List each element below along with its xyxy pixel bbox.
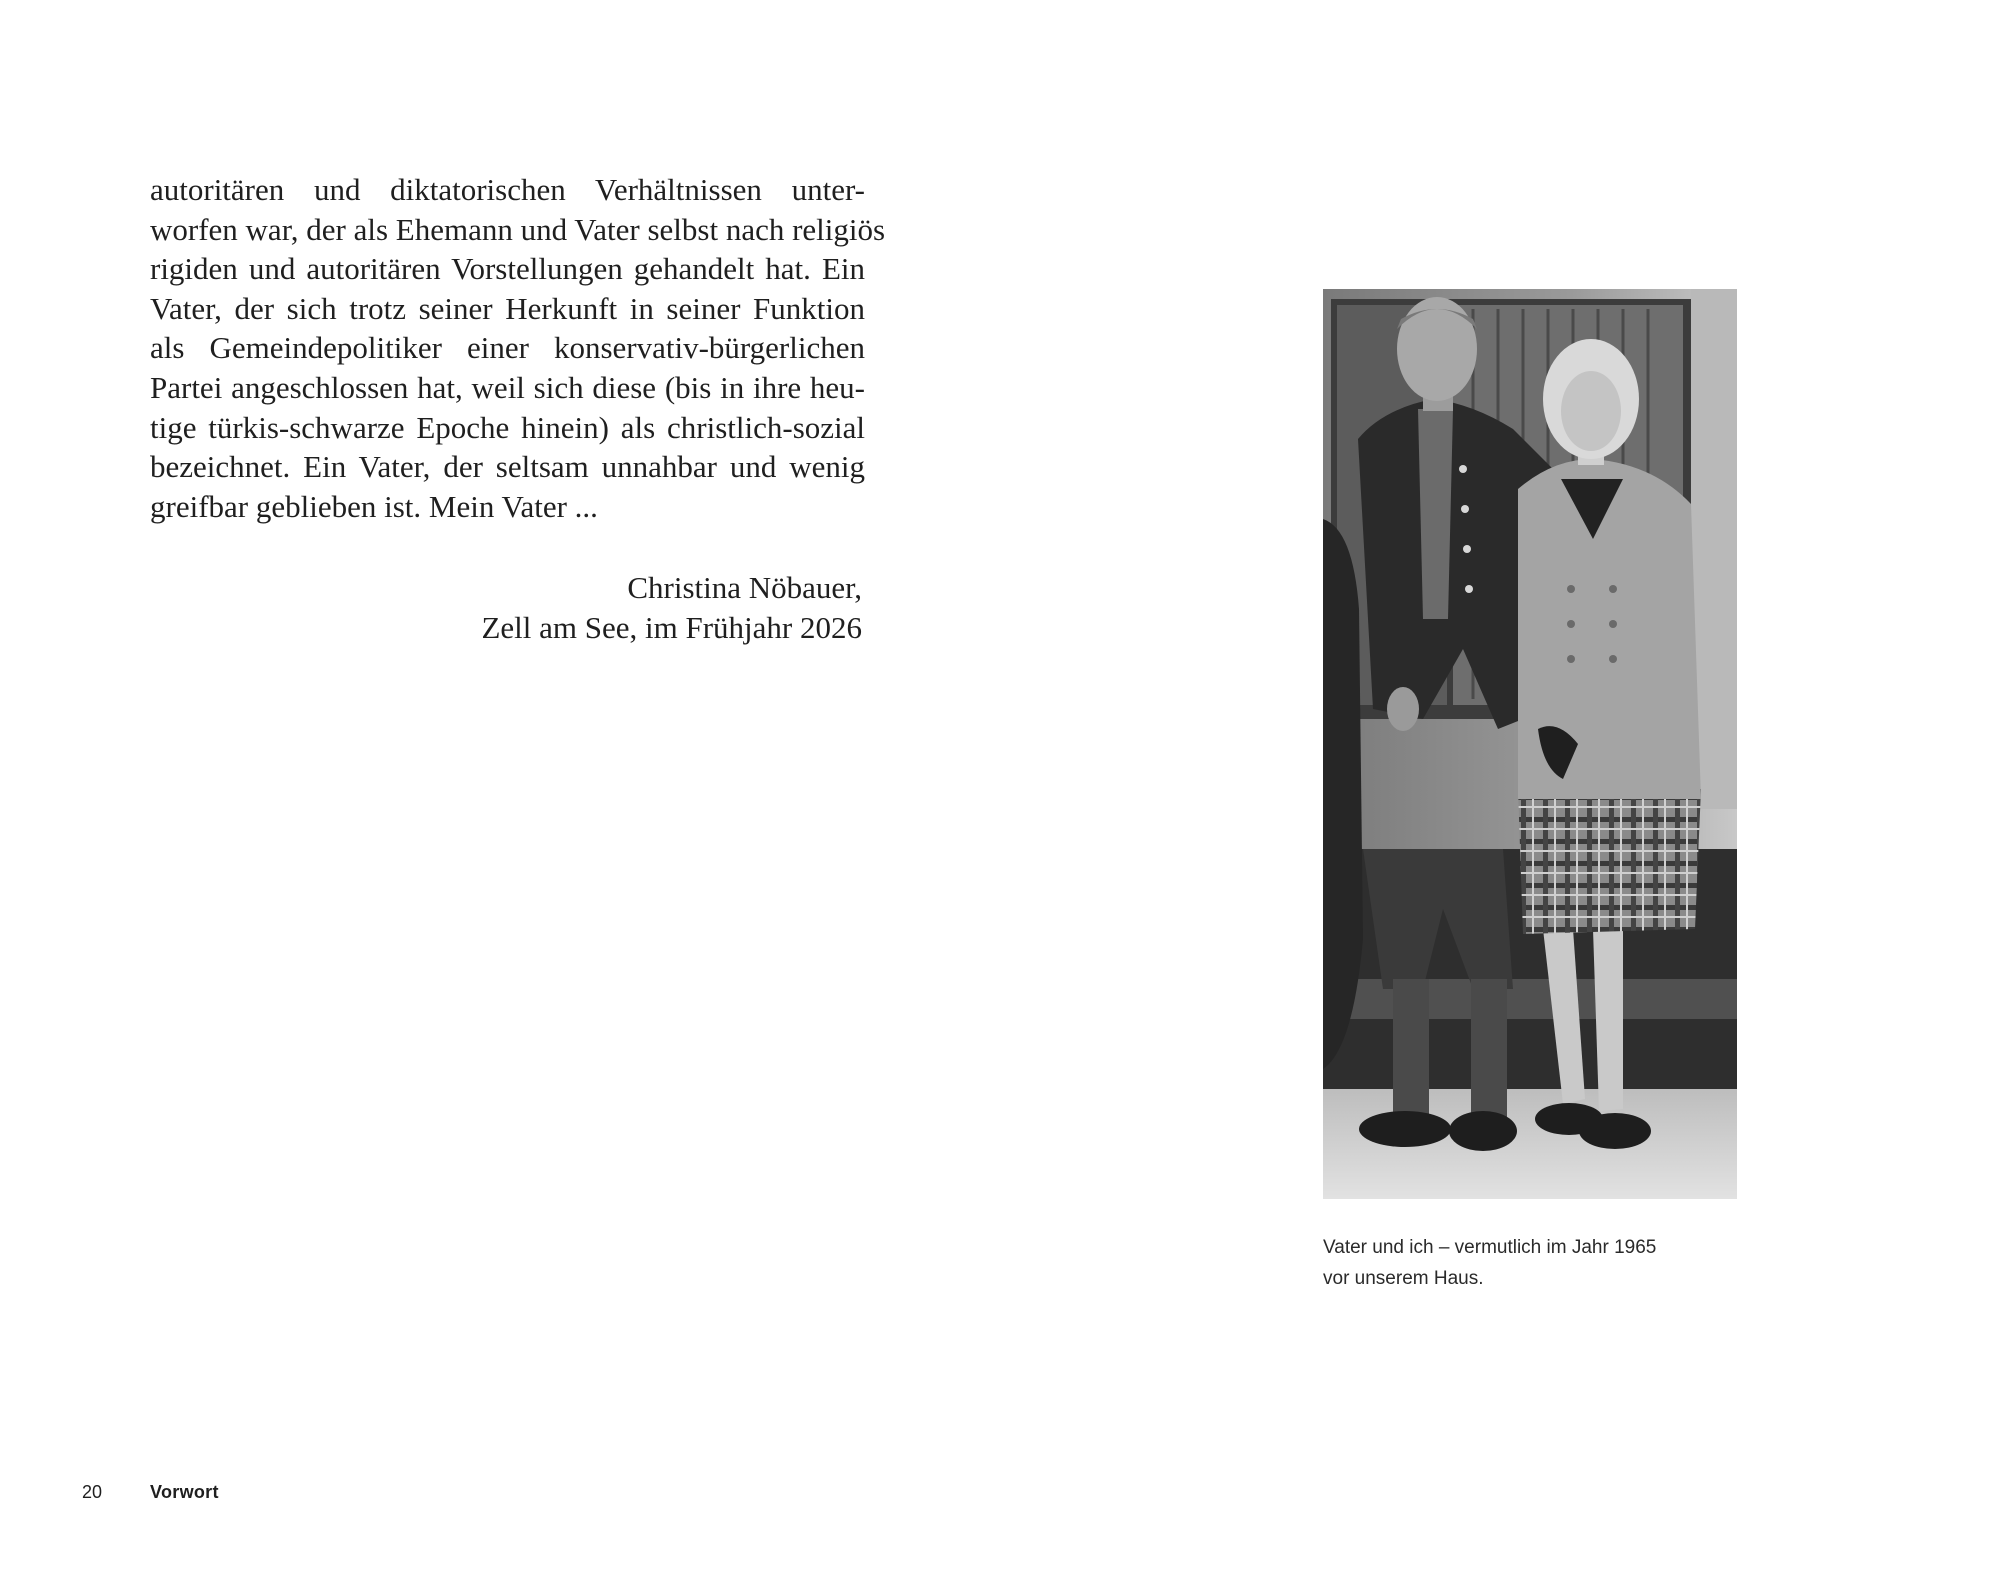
body-line: tige türkis-schwarze Epoche hinein) als christlich-sozial <box>150 409 865 445</box>
running-head: Vorwort <box>150 1482 219 1502</box>
body-line: autoritären und diktatorischen Verhältnissen unter- <box>150 172 865 207</box>
body-line: greifbar geblieben ist. Mein Vater ... <box>150 488 598 524</box>
body-line: als Gemeindepolitiker einer konservativ-bürgerlichen <box>150 330 865 366</box>
body-line: Vater, der sich trotz seiner Herkunft in seiner Funktion <box>150 290 865 326</box>
signature <box>150 568 862 648</box>
body-text <box>150 170 886 526</box>
photo-caption <box>1323 1232 1843 1294</box>
page-number: 20 <box>82 1482 103 1502</box>
right-page <box>1000 0 2000 1592</box>
body-line: rigiden und autoritären Vorstellungen gehandelt hat. Ein <box>150 251 865 287</box>
body-line: worfen war, der als Ehemann und Vater selbst nach religiös <box>150 211 886 247</box>
signature-name: Christina Nöbauer, <box>627 570 862 605</box>
body-line: Partei angeschlossen hat, weil sich diese (bis in ihre heu- <box>150 369 865 405</box>
caption-line: vor unserem Haus. <box>1323 1268 1484 1289</box>
photograph <box>1323 289 1737 1199</box>
signature-place-date: Zell am See, im Frühjahr 2026 <box>481 610 862 645</box>
body-line: bezeichnet. Ein Vater, der seltsam unnahbar und wenig <box>150 449 865 485</box>
caption-line: Vater und ich – vermutlich im Jahr 1965 <box>1323 1237 1657 1258</box>
